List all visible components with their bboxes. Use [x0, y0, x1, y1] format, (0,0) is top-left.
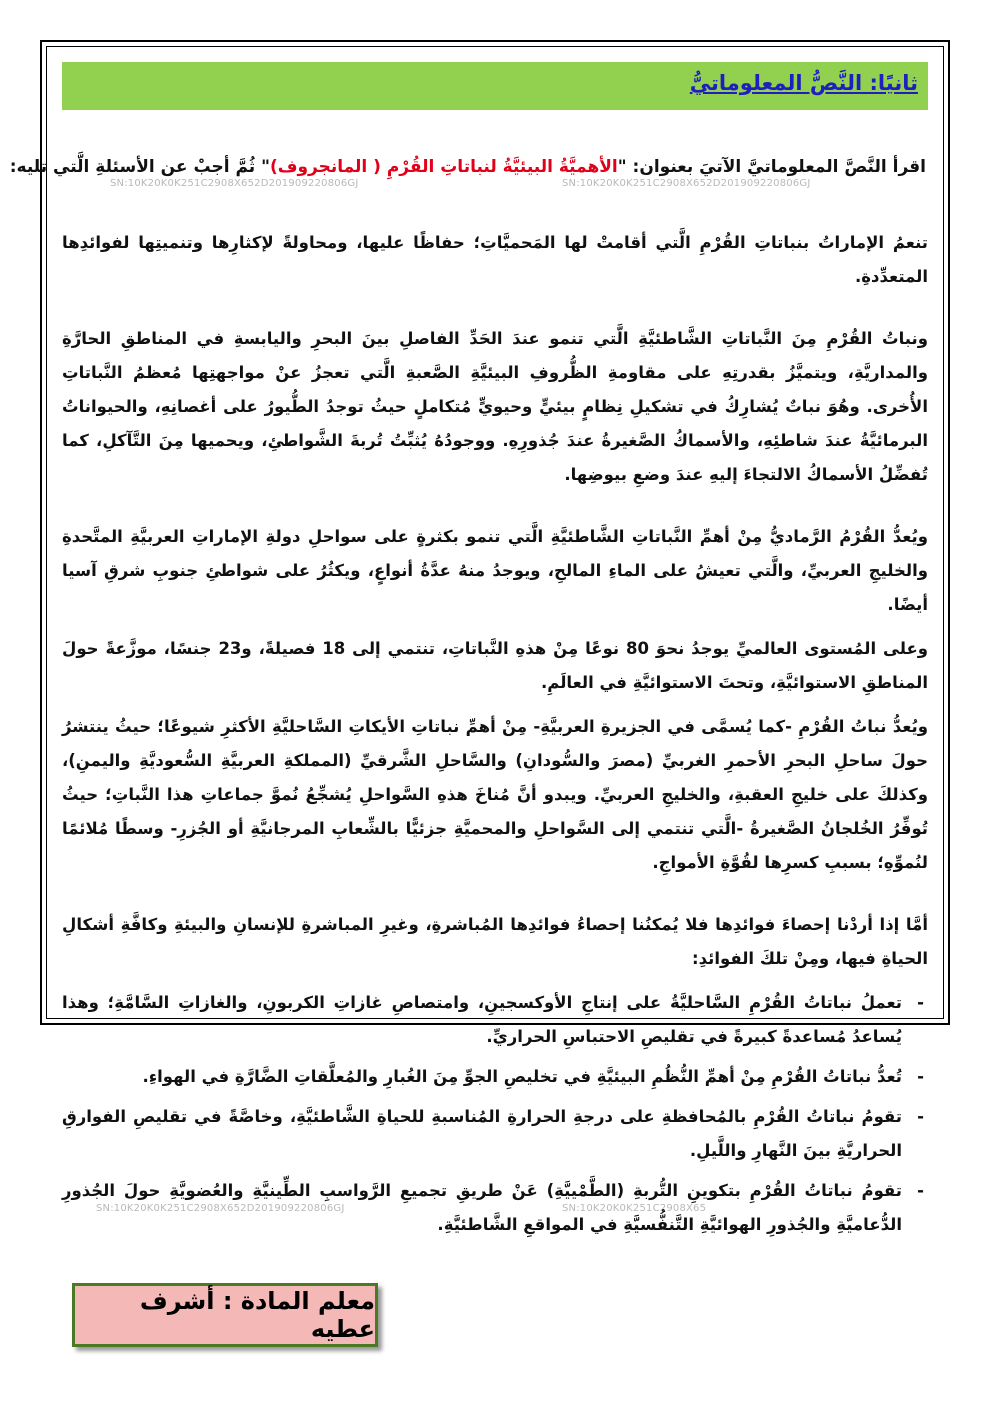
serial-watermark: SN:10K20K0K251C2908X65 — [562, 1203, 707, 1214]
section-heading-bar — [62, 62, 928, 110]
serial-watermark: SN:10K20K0K251C2908X652D201909220806GJ — [562, 178, 811, 189]
serial-watermark: SN:10K20K0K251C2908X652D201909220806GJ — [110, 178, 359, 189]
serial-watermark: SN:10K20K0K251C2908X652D201909220806GJ — [96, 1203, 345, 1214]
section-heading: ثانيًا: النَّصُّ المعلوماتيُّ — [689, 71, 918, 95]
text-title: الأهميَّةُ البيئيَّةُ لنباتاتِ القُرْمِ ( المانجروف) — [269, 157, 618, 177]
list-item: - تُعدُّ نباتاتُ القُرْمِ مِنْ أهمِّ النُّظُمِ البيئيَّةِ في تخليصِ الجوِّ مِنَ الغُبارِ والمُعلَّقاتِ الضَّارَّةِ في الهواءِ. — [62, 1060, 928, 1094]
list-item: - تقومُ نباتاتُ القُرْمِ بتكوينِ التُّربةِ (الطَّمْييَّةِ) عَنْ طريقِ تجميعِ الرَّواسبِ الطِّينيَّةِ والعُضويَّةِ حولَ الجُذورِ الدُّعاميَّةِ والجُذورِ الهوائيَّةِ التَّنفُّسيَّةِ في المواقعِ الشَّاطئيَّةِ. — [62, 1174, 928, 1242]
instruction-prefix: اقرأ النَّصَّ المعلوماتيَّ الآتيَ بعنوان: " — [617, 157, 926, 177]
informational-text — [62, 226, 928, 1248]
paragraph: ونباتُ القُرْمِ مِنَ النَّباتاتِ الشَّاطئيَّةِ الَّتي تنمو عندَ الحَدِّ الفاصلِ بينَ البحرِ واليابسةِ في المناطقِ الحارَّةِ والمداريَّةِ، ويتميَّزُ بقدرتِهِ على مقاومةِ الظُّروفِ البيئيَّةِ الصَّعبةِ الَّتي تعجزُ عنْ مواجهتِها مُعظمُ النَّباتاتِ الأُخرى. وهُوَ نباتٌ يُشارِكُ في تشكيلِ نِظامٍ بيئيٍّ وحيويٍّ مُتكاملٍ حيثُ توجدُ الطُّيورُ على أغصانِهِ، والحيواناتُ البرمائيَّةُ عندَ شاطئِهِ، والأسماكُ الصَّغيرةُ عندَ جُذورِهِ. ووجودُهُ يُثبِّتُ تُربةَ الشَّواطئِ، ويحميها مِنَ التَّآكلِ، كما تُفضِّلُ الأسماكُ الالتجاءَ إليهِ عندَ وضعِ بيوضِها. — [62, 329, 928, 484]
benefits-list — [62, 986, 928, 1242]
paragraph: ويُعدُّ القُرْمُ الرَّماديُّ مِنْ أهمِّ النَّباتاتِ الشَّاطئيَّةِ الَّتي تنمو بكثرةٍ على سواحلِ دولةِ الإماراتِ العربيَّةِ المتَّحدةِ والخليجِ العربيِّ، والَّتي تعيشُ على الماءِ المالحِ، ويوجدُ منهُ عدَّةُ أنواعٍ، ويكثُرُ على شواطئِ جنوبِ شرقِ آسيا أيضًا. — [62, 527, 928, 614]
teacher-name-box: معلم المادة : أشرف عطيه — [72, 1283, 378, 1347]
list-item: - تعملُ نباتاتُ القُرْمِ السَّاحليَّةُ على إنتاجِ الأوكسجينِ، وامتصاصِ غازاتِ الكربونِ، والغازاتِ السَّامَّةِ؛ وهذا يُساعدُ مُساعدةً كبيرةً في تقليصِ الاحتباسِ الحراريِّ. — [62, 986, 928, 1054]
paragraph: وعلى المُستوى العالميِّ يوجدُ نحوَ 80 نوعًا مِنْ هذهِ النَّباتاتِ، تنتمي إلى 18 فصيلةً، و23 جنسًا، موزَّعةً حولَ المناطقِ الاستوائيَّةِ، وتحتَ الاستوائيَّةِ في العالَمِ. — [62, 639, 928, 692]
paragraph: أمَّا إذا أردْنا إحصاءَ فوائدِها فلا يُمكنُنا إحصاءُ فوائدِها المُباشرةِ، وغيرِ المباشرةِ للإنسانِ والبيئةِ وكافَّةِ أشكالِ الحياةِ فيها، ومِنْ تلكَ الفوائدِ: — [62, 915, 928, 968]
paragraph: ويُعدُّ نباتُ القُرْمِ -كما يُسمَّى في الجزيرةِ العربيَّةِ- مِنْ أهمِّ نباتاتِ الأيكاتِ السَّاحليَّةِ الأكثرِ شيوعًا؛ حيثُ ينتشرُ حولَ ساحلِ البحرِ الأحمرِ الغربيِّ (مصرَ والسُّودانِ) والسَّاحلِ الشَّرقيِّ (المملكةِ العربيَّةِ السُّعوديَّةِ واليمنِ)، وكذلكَ على خليجِ العقبةِ، والخليجِ العربيِّ. ويبدو أنَّ مُناخَ هذهِ السَّواحلِ يُشجِّعُ نُموَّ جماعاتِ هذا النَّباتِ؛ حيثُ تُوفِّرُ الخُلجانُ الصَّغيرةُ -الَّتي تنتمي إلى السَّواحلِ والمحميَّةِ جزئيًّا بالشِّعابِ المرجانيَّةِ أو الجُزرِ- وسطًا مُلائمًا لنُموِّهِ؛ بسببِ كسرِها لقُوَّةِ الأمواجِ. — [62, 717, 928, 872]
paragraph: تنعمُ الإماراتُ بنباتاتِ القُرْمِ الَّتي أقامتْ لها المَحميَّاتِ؛ حفاظًا عليها، ومحاولةً لإكثارِها وتنميتِها لفوائدِها المتعدِّدةِ. — [62, 233, 928, 286]
instruction-suffix: " ثُمَّ أجبْ عن الأسئلةِ الَّتي تليه: — [9, 157, 270, 177]
list-item: - تقومُ نباتاتُ القُرْمِ بالمُحافظةِ على درجةِ الحرارةِ المُناسبةِ للحياةِ الشَّاطئيَّةِ، وخاصَّةً في تقليصِ الفوارقِ الحراريَّةِ بينَ النَّهارِ واللَّيلِ. — [62, 1100, 928, 1168]
